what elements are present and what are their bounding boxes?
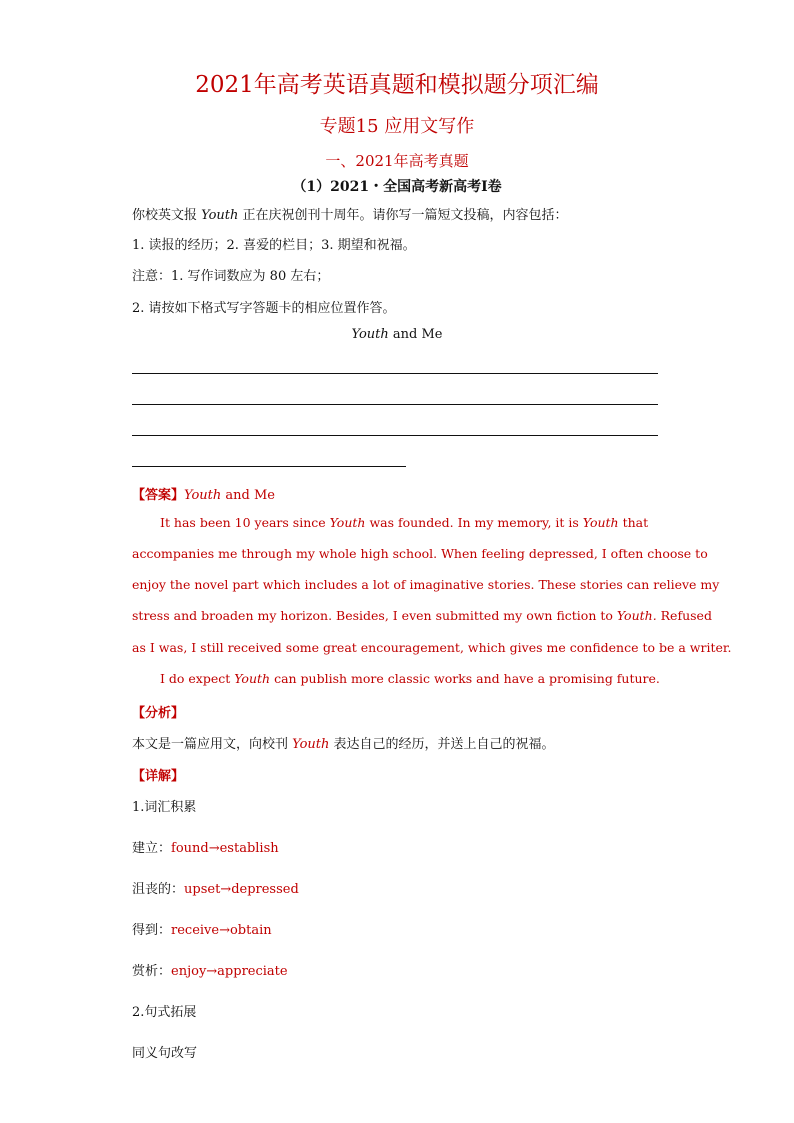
prompt-line-3: 注意：1. 写作词数应为 80 左右； [132,269,330,284]
question-heading: （1）2021・全国高考新高考Ⅰ卷 [292,179,502,195]
answer-text-line-1: It has been 10 years since Youth was founded. In my memory, it is Youth that [160,515,649,530]
page-title: 2021年高考英语真题和模拟题分项汇编 [195,72,599,98]
detail-label: 【详解】 [132,769,185,784]
essay-title: Youth and Me [351,327,443,342]
vocab-heading: 1.词汇积累 [132,800,197,815]
analysis-text: 本文是一篇应用文，向校刊 Youth 表达自己的经历，并送上自己的祝福。 [132,737,555,752]
vocab-item: 得到：receive→obtain [132,923,272,938]
answer-heading: 【答案】Youth and Me [132,488,275,503]
prompt-line-2: 1. 读报的经历；2. 喜爱的栏目；3. 期望和祝福。 [132,238,416,253]
answer-text-line-6: I do expect Youth can publish more classic works and have a promising future. [160,671,660,686]
rewrite-heading: 同义句改写 [132,1046,198,1061]
answer-line-2 [132,404,658,405]
analysis-label: 【分析】 [132,706,185,721]
section-heading: 一、2021年高考真题 [325,152,469,170]
sentence-heading: 2.句式拓展 [132,1005,197,1020]
answer-text-line-2: accompanies me through my whole high school. When feeling depressed, I often choose to [132,546,708,561]
page-subtitle: 专题15 应用文写作 [319,116,475,137]
vocab-item: 沮丧的：upset→depressed [132,882,299,897]
prompt-line-4: 2. 请按如下格式写字答题卡的相应位置作答。 [132,301,396,316]
answer-text-line-5: as I was, I still received some great encouragement, which gives me confidence to be a writer. [132,640,732,655]
answer-text-line-4: stress and broaden my horizon. Besides, I even submitted my own fiction to Youth. Refused [132,608,712,623]
answer-text-line-3: enjoy the novel part which includes a lot of imaginative stories. These stories can relieve my [132,577,720,592]
prompt-line-1: 你校英文报 Youth 正在庆祝创刊十周年。请你写一篇短文投稿，内容包括： [132,208,568,223]
vocab-item: 赏析：enjoy→appreciate [132,964,288,979]
answer-line-4 [132,466,406,467]
answer-line-1 [132,373,658,374]
answer-line-3 [132,435,658,436]
vocab-item: 建立：found→establish [132,841,279,856]
